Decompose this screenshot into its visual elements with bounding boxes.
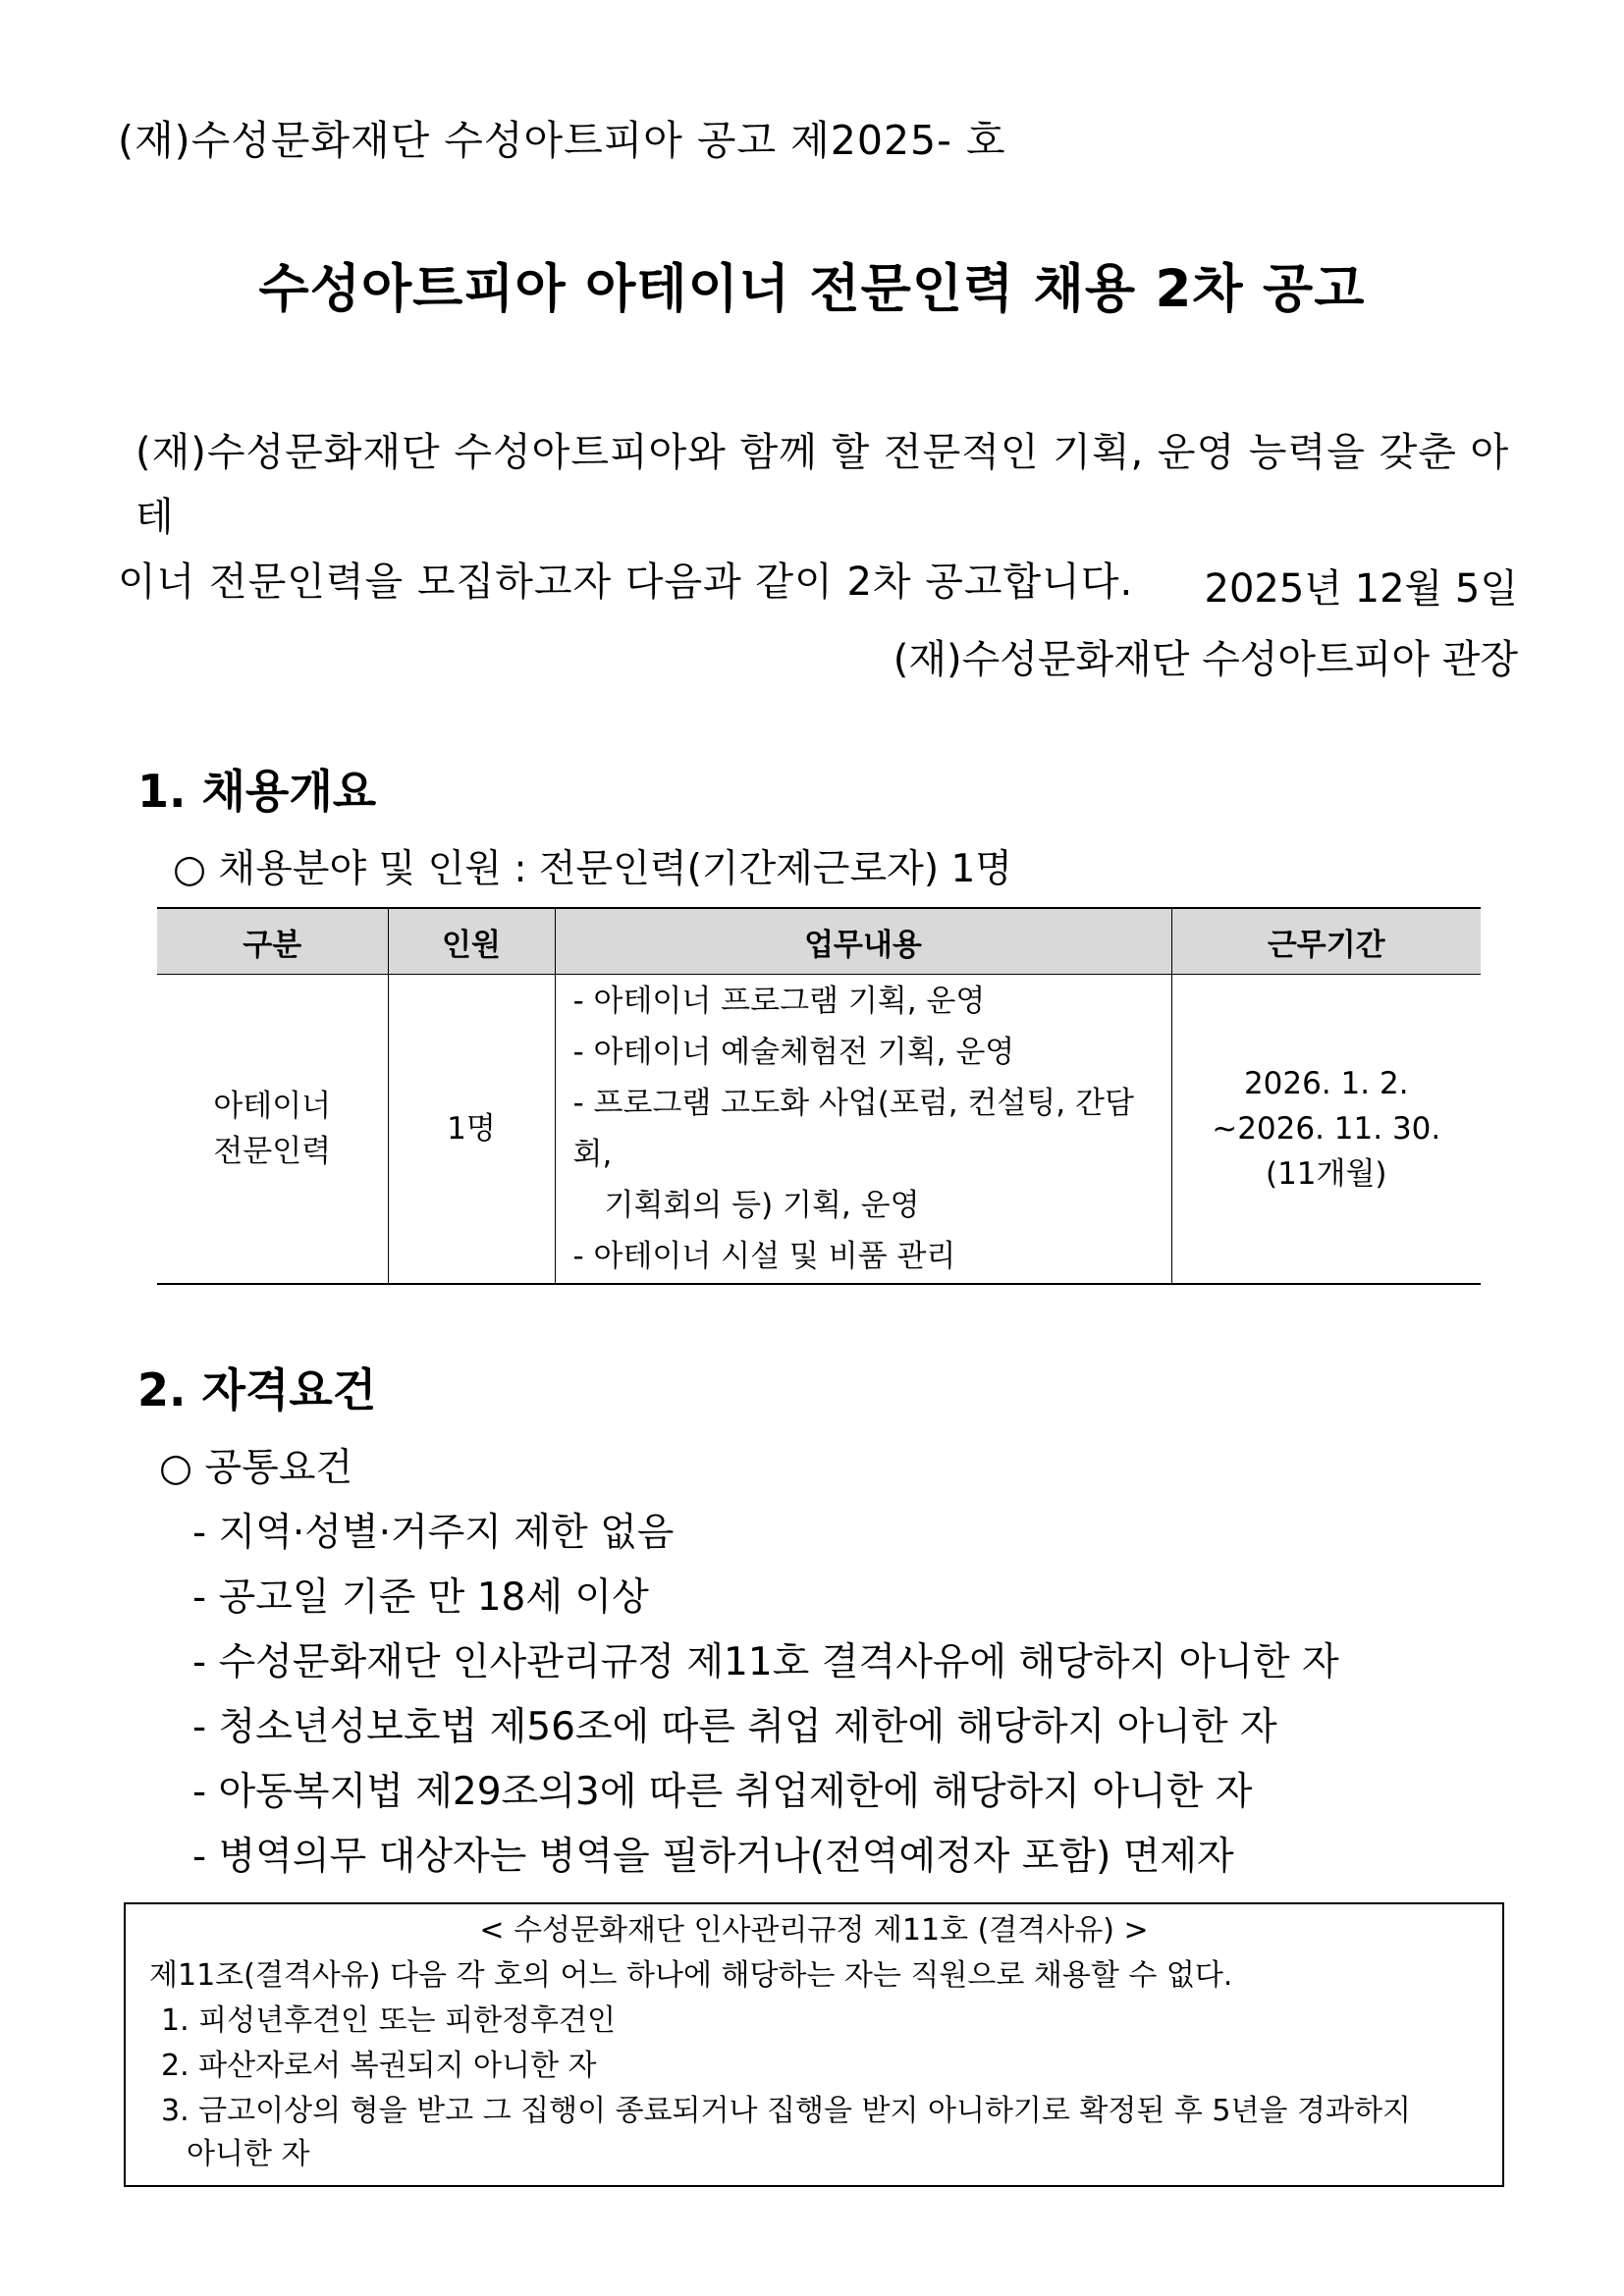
table-cell-count: 1명 <box>388 975 555 1285</box>
duty-item: - 아테이너 예술체험전 기획, 운영 <box>572 1035 1015 1070</box>
rule-box-title: < 수성문화재단 인사관리규정 제11호 (결격사유) > <box>479 1913 1149 1948</box>
duty-item: - 프로그램 고도화 사업(포럼, 컨설팅, 간담회, <box>572 1086 1134 1172</box>
section-2-heading: 2. 자격요건 <box>137 1363 377 1416</box>
table-row <box>157 975 1481 1285</box>
requirement-item: - 수성문화재단 인사관리규정 제11호 결격사유에 해당하지 아니한 자 <box>192 1640 1339 1684</box>
section-1-heading: 1. 채용개요 <box>137 765 377 818</box>
notice-signature: (재)수성문화재단 수성아트피아 관장 <box>893 637 1518 682</box>
requirement-item: - 공고일 기준 만 18세 이상 <box>192 1575 649 1620</box>
table-header-row <box>157 908 1481 975</box>
table-header-duties: 업무내용 <box>555 908 1171 975</box>
requirement-item: - 아동복지법 제29조의3에 따른 취업제한에 해당하지 아니한 자 <box>192 1770 1253 1814</box>
recruitment-table <box>157 907 1481 1285</box>
category-line: 전문인력 <box>213 1134 332 1169</box>
notice-number: (재)수성문화재단 수성아트피아 공고 제2025- 호 <box>118 117 1006 164</box>
requirement-item: - 병역의무 대상자는 병역을 필하거나(전역예정자 포함) 면제자 <box>192 1835 1234 1879</box>
disqualification-rule-box <box>124 1902 1504 2187</box>
rule-item: 2. 파산자로서 복권되지 아니한 자 <box>161 2049 597 2083</box>
intro-line-1: (재)수성문화재단 수성아트피아와 함께 할 전문적인 기획, 운영 능력을 갖춘 아테 <box>135 430 1510 540</box>
period-line: (11개월) <box>1265 1156 1387 1192</box>
section-1-bullet: ○ 채용분야 및 인원 : 전문인력(기간제근로자) 1명 <box>173 847 1012 891</box>
rule-item: 3. 금고이상의 형을 받고 그 집행이 종료되거나 집행을 받지 아니하기로 확정된 후 5년을 경과하지 <box>161 2094 1411 2128</box>
requirement-item: - 청소년성보호법 제56조에 따른 취업 제한에 해당하지 아니한 자 <box>192 1705 1277 1749</box>
period-line: 2026. 1. 2. <box>1243 1066 1409 1101</box>
table-cell-duties <box>555 975 1171 1285</box>
intro-line-2: 이너 전문인력을 모집하고자 다음과 같이 2차 공고합니다. <box>118 560 1134 605</box>
table-cell-period <box>1171 975 1481 1285</box>
table-header-count: 인원 <box>388 908 555 975</box>
period-line: ~2026. 11. 30. <box>1212 1111 1441 1147</box>
table-header-period: 근무기간 <box>1171 908 1481 975</box>
duty-item: - 아테이너 시설 및 비품 관리 <box>572 1239 956 1274</box>
rule-item-continuation: 아니한 자 <box>187 2137 310 2171</box>
rule-box-intro: 제11조(결격사유) 다음 각 호의 어느 하나에 해당하는 자는 직원으로 채용할 수 없다. <box>149 1958 1233 1993</box>
page-title: 수성아트피아 아테이너 전문인력 채용 2차 공고 <box>258 259 1366 319</box>
rule-item: 1. 피성년후견인 또는 피한정후견인 <box>161 2003 616 2038</box>
section-2-bullet: ○ 공통요건 <box>159 1446 353 1490</box>
table-cell-category <box>157 975 388 1285</box>
notice-date: 2025년 12월 5일 <box>1204 566 1518 612</box>
duty-item: - 아테이너 프로그램 기획, 운영 <box>572 984 986 1019</box>
table-header-category: 구분 <box>157 908 388 975</box>
requirement-item: - 지역·성별·거주지 제한 없음 <box>192 1511 675 1555</box>
duty-item-continuation: 기획회의 등) 기획, 운영 <box>604 1188 920 1223</box>
category-line: 아테이너 <box>213 1089 332 1124</box>
